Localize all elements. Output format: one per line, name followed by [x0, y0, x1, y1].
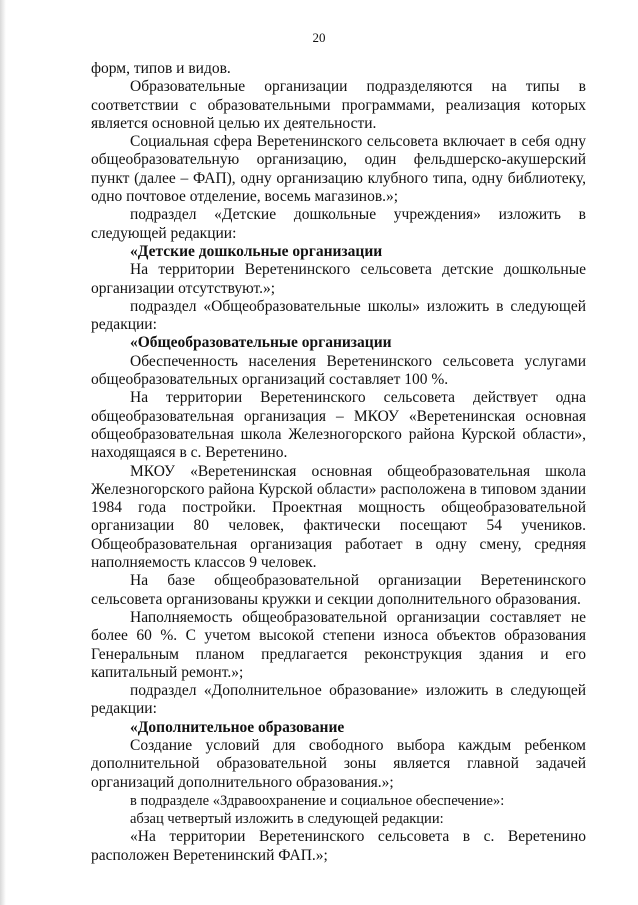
paragraph: Наполняемость общеобразовательной организации составляет не более 60 %. С учетом высокой степени износа объектов образования Генеральным планом предлагается реконструкция здания и его капитальный ремонт.»;: [91, 608, 586, 681]
paragraph: На территории Веретенинского сельсовета действует одна общеобразовательная организация – МКОУ «Веретенинская основная общеобразовательная школа Железногорского района Курской области», находящаяся в с. Веретенино.: [91, 389, 586, 462]
paragraph: Образовательные организации подразделяются на типы в соответствии с образовательными программами, реализация которых является основной целью их деятельности.: [91, 78, 586, 132]
paragraph: подраздел «Детские дошкольные учреждения» изложить в следующей редакции:: [91, 206, 586, 242]
paragraph: «На территории Веретенинского сельсовета в с. Веретенино расположен Веретенинский ФАП.»;: [91, 828, 586, 864]
paragraph: На базе общеобразовательной организации Веретенинского сельсовета организованы кружки и секции дополнительного образования.: [91, 572, 586, 608]
paragraph: Социальная сфера Веретенинского сельсовета включает в себя одну общеобразовательную организацию, один фельдшерско-акушерский пункт (далее – ФАП), одну организацию клубного типа, одну библиотеку, одно почтовое отделение, восемь магазинов.»;: [91, 133, 586, 206]
scan-edge-shadow: [0, 0, 6, 905]
section-heading: «Общеобразовательные организации: [130, 334, 392, 352]
section-heading: «Дополнительное образование: [130, 718, 345, 736]
paragraph: Обеспеченность населения Веретенинского сельсовета услугами общеобразовательных организаций составляет 100 %.: [91, 352, 586, 389]
paragraph: абзац четвертый изложить в следующей редакции:: [130, 811, 444, 828]
paragraph: подраздел «Дополнительное образование» изложить в следующей редакции:: [91, 682, 586, 718]
section-heading: «Детские дошкольные организации: [130, 242, 383, 260]
paragraph: На территории Веретенинского сельсовета детские дошкольные организации отсутствуют.»;: [91, 261, 586, 297]
document-body: [91, 60, 586, 865]
paragraph: МКОУ «Веретенинская основная общеобразовательная школа Железногорского района Курской области» расположена в типовом здании 1984 года постройки. Проектная мощность общеобразовательной организации 80 человек, фактически посещают 54 учеников. Общеобразовательная организация работает в одну смену, средняя наполняемость классов 9 человек.: [91, 462, 586, 572]
page-number: 20: [312, 30, 326, 45]
paragraph: Создание условий для свободного выбора каждым ребенком дополнительной образовательной зоны является главной задачей организаций дополнительного образования.»;: [91, 736, 586, 791]
paragraph: в подразделе «Здравоохранение и социальное обеспечение»:: [130, 792, 505, 809]
paragraph: подраздел «Общеобразовательные школы» изложить в следующей редакции:: [91, 297, 586, 334]
paragraph: форм, типов и видов.: [91, 60, 231, 77]
